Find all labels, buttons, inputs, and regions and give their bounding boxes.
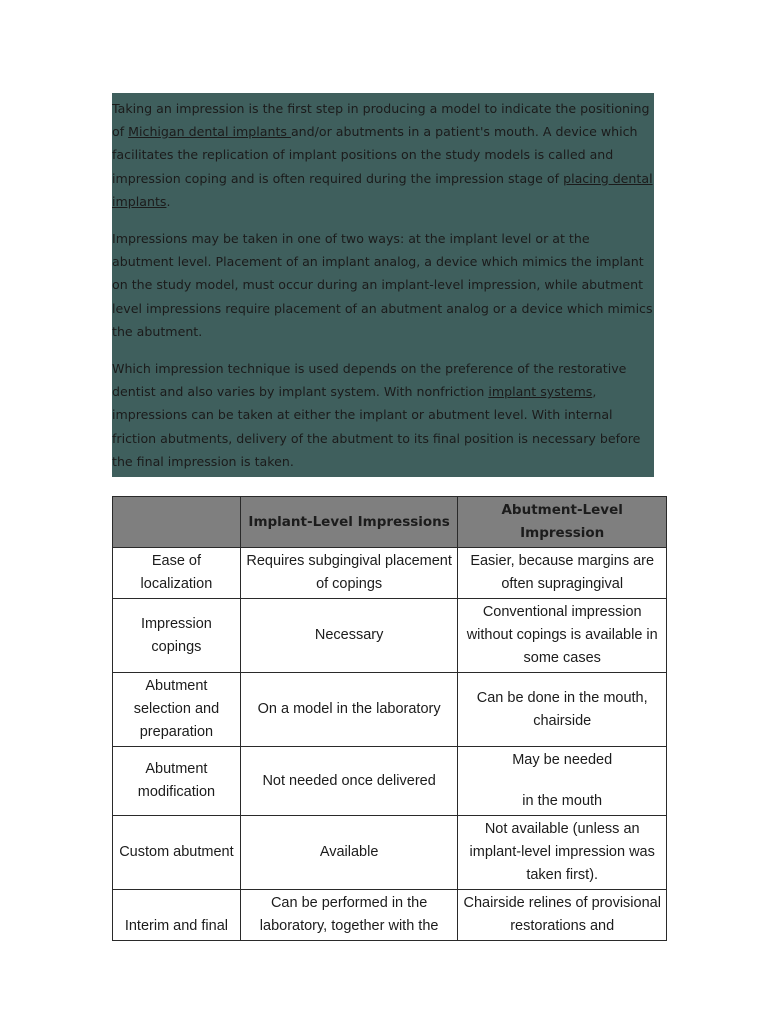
table-cell: Requires subgingival placement of copings: [240, 548, 458, 599]
intro-p3-text-a: Which impression technique is used depends on the preference of the restorative dentist and also varies by implant system. With nonfriction: [112, 361, 627, 400]
table-header-empty: [113, 497, 241, 548]
table-row: [113, 890, 667, 941]
table-cell: Impression copings: [113, 599, 241, 673]
table-row: [113, 816, 667, 890]
intro-paragraph-1: [112, 97, 654, 213]
table-row: [113, 747, 667, 816]
table-cell: Custom abutment: [113, 816, 241, 890]
table-cell: Chairside relines of provisional restorations and: [458, 890, 667, 941]
table-cell-line-1: May be needed: [512, 752, 613, 768]
table-row: [113, 673, 667, 747]
table-header-row: [113, 497, 667, 548]
table-cell: Abutment selection and preparation: [113, 673, 241, 747]
table-cell: Can be done in the mouth, chairside: [458, 673, 667, 747]
table-cell: Not available (unless an implant-level impression was taken first).: [458, 816, 667, 890]
table-cell: Ease of localization: [113, 548, 241, 599]
table-cell: Available: [240, 816, 458, 890]
table-cell: Necessary: [240, 599, 458, 673]
table-header-abutment-level: Abutment-Level Impression: [458, 497, 667, 548]
implant-systems-link[interactable]: implant systems: [488, 384, 593, 400]
intro-paragraph-3: [112, 357, 654, 473]
intro-text-block: [112, 93, 654, 477]
table-cell-line-2: in the mouth: [522, 793, 603, 809]
comparison-table: [112, 496, 667, 941]
table-row: [113, 599, 667, 673]
table-cell-text: Interim and final: [124, 918, 228, 934]
table-row: [113, 548, 667, 599]
table-cell: Easier, because margins are often supragingival: [458, 548, 667, 599]
placing-dental-implants-link[interactable]: placing dental implants: [112, 170, 653, 209]
intro-p1-text-c: .: [166, 193, 171, 209]
table-cell: Can be performed in the laboratory, together with the: [240, 890, 458, 941]
table-header-implant-level: Implant-Level Impressions: [240, 497, 458, 548]
table-cell: On a model in the laboratory: [240, 673, 458, 747]
table-cell: Abutment modification: [113, 747, 241, 816]
michigan-dental-implants-link[interactable]: Michigan dental implants: [128, 124, 291, 140]
intro-paragraph-2: Impressions may be taken in one of two ways: at the implant level or at the abutment level. Placement of an implant analog, a device which mimics the implant on the study model, must occur during an implant-level impression, while abutment level impressions require placement of an abutment analog or a device which mimics the abutment.: [112, 231, 653, 339]
table-cell: Not needed once delivered: [240, 747, 458, 816]
intro-p3-text-b: , impressions can be taken at either the implant or abutment level. With internal friction abutments, delivery of the abutment to its final position is necessary before the final impression is taken.: [112, 384, 641, 469]
intro-p1-text-a: Taking an impression is the first step in producing a model to indicate the positioning of: [112, 101, 650, 140]
intro-p1-text-b: and/or abutments in a patient's mouth. A device which facilitates the replication of implant positions on the study models is called and impression coping and is often required during the impression stage of: [112, 124, 638, 186]
table-cell: [113, 890, 241, 941]
table-cell: Conventional impression without copings is available in some cases: [458, 599, 667, 673]
table-cell: [458, 747, 667, 816]
